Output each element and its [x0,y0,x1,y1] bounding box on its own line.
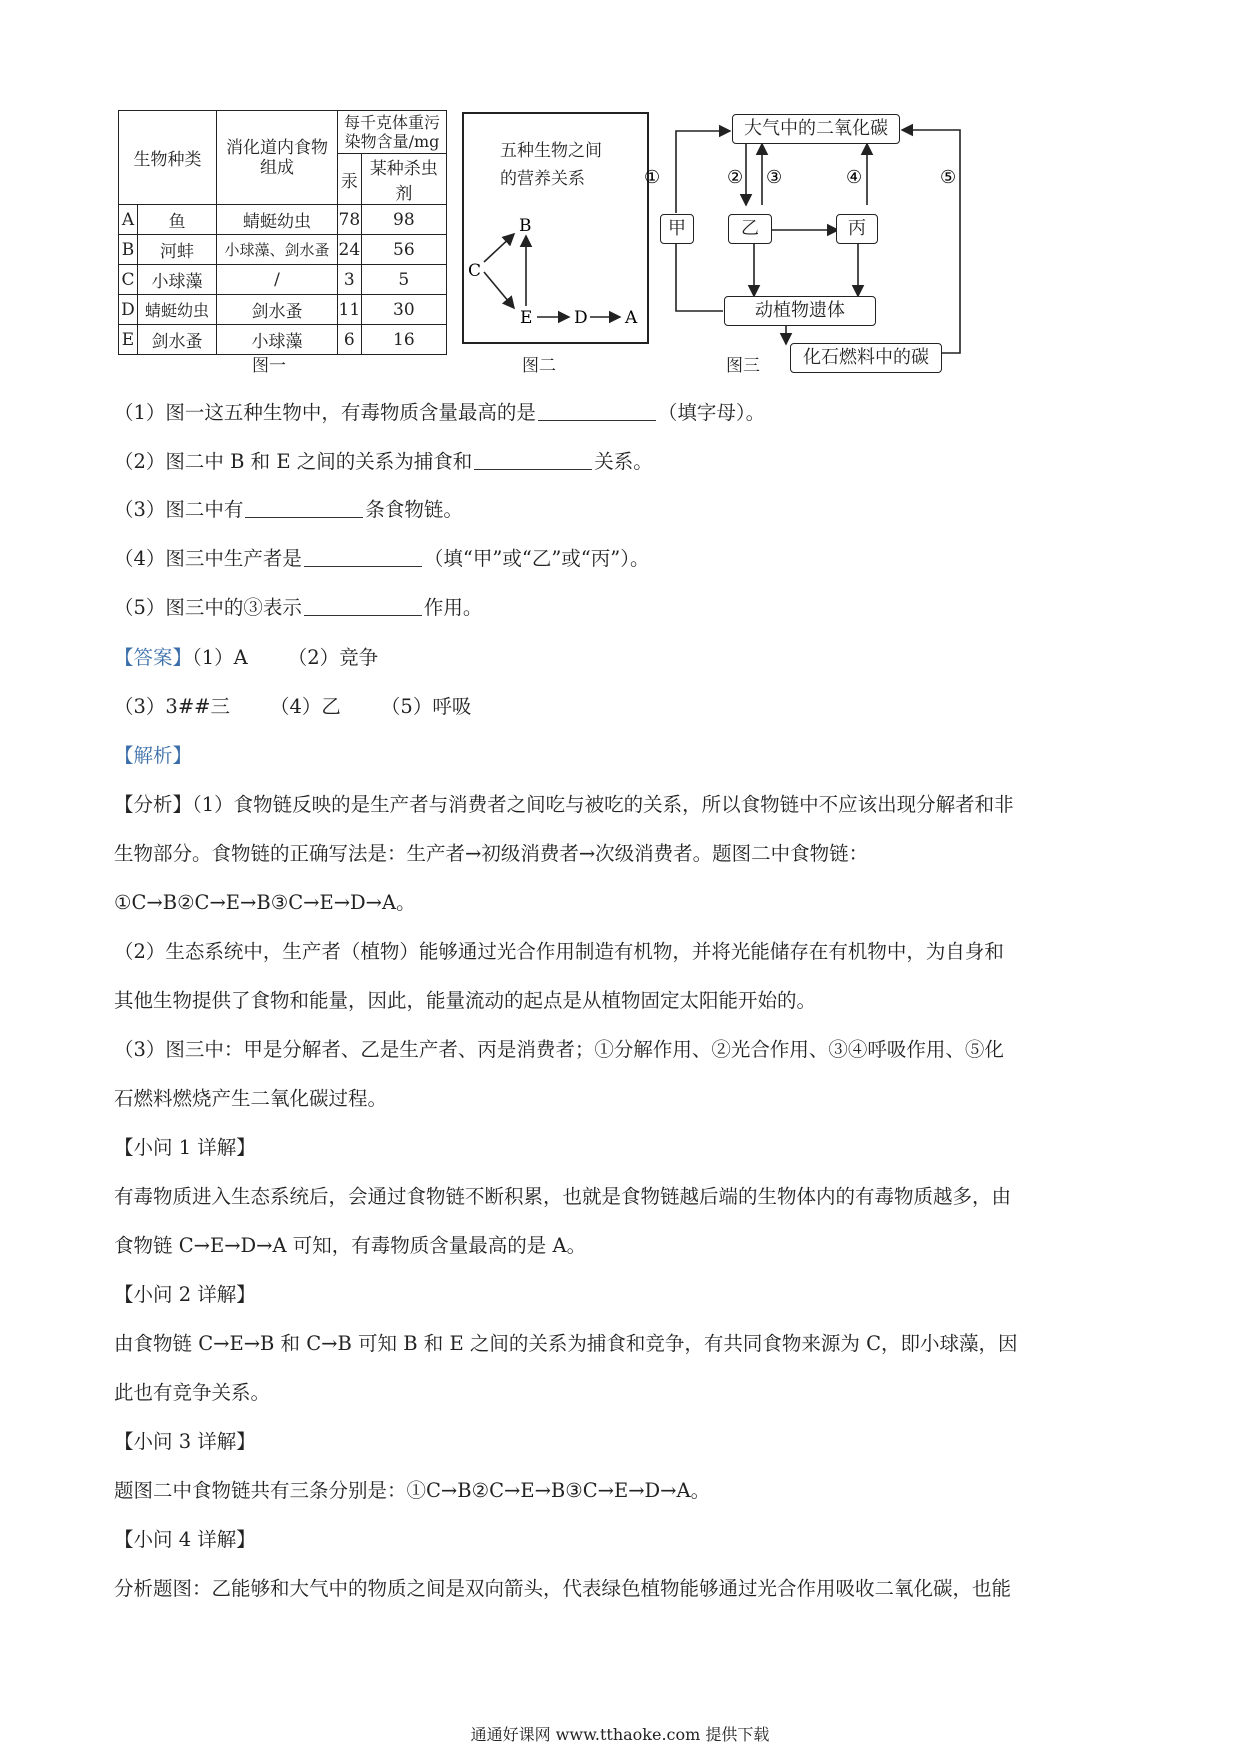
header-pollutant: 每千克体重污染物含量/mg [338,111,447,154]
paragraph-line: 【分析】（1）食物链反映的是生产者与消费者之间吃与被吃的关系，所以食物链中不应该出现分解者和非 [114,793,1014,816]
node-yi: 乙 [728,214,772,244]
figure-2-title-line2: 的营养关系 [500,169,585,189]
table-row: E 剑水蚤 小球藻 6 16 [119,325,447,355]
sub-question-heading: 【小问 4 详解】 [114,1528,256,1551]
node-remains: 动植物遗体 [724,296,876,326]
question-2: （2）图二中 B 和 E 之间的关系为捕食和 关系。 [114,450,653,473]
pollutant-table [118,110,447,355]
node-bing: 丙 [836,214,878,244]
paragraph-line: ①C→B②C→E→B③C→E→D→A。 [114,891,416,914]
answer-blank [474,451,592,470]
header-diet: 消化道内食物组成 [217,111,338,205]
label-3: ③ [766,167,783,188]
sub-question-heading: 【小问 1 详解】 [114,1136,256,1159]
answer-blank [304,548,422,567]
table-row: C 小球藻 / 3 5 [119,265,447,295]
question-3: （3）图二中有 条食物链。 [114,498,463,521]
paragraph-line: 生物部分。食物链的正确写法是：生产者→初级消费者→次级消费者。题图二中食物链： [114,842,869,865]
node-a: A [625,308,638,328]
answer-blank [304,597,422,616]
node-d: D [574,308,588,328]
table-row: A 鱼 蜻蜓幼虫 78 98 [119,205,447,235]
question-5: （5）图三中的③表示 作用。 [114,596,483,619]
answer-blank [538,402,656,421]
paragraph-line: 题图二中食物链共有三条分别是：①C→B②C→E→B③C→E→D→A。 [114,1479,711,1502]
paragraph-line: 石燃料燃烧产生二氧化碳过程。 [114,1087,388,1110]
label-4: ④ [846,167,863,188]
arrow-c-e [484,272,514,308]
answer-tag: 【答案】 [114,646,193,669]
question-1: （1）图一这五种生物中，有毒物质含量最高的是 （填字母）。 [114,401,766,424]
node-b: B [519,216,532,236]
header-pesticide: 某种杀虫剂 [361,154,446,205]
node-c: C [468,261,482,281]
sub-question-heading: 【小问 2 详解】 [114,1283,256,1306]
node-atmosphere-co2: 大气中的二氧化碳 [732,114,900,144]
page-footer: 通通好课网 www.tthaoke.com 提供下载 [470,1725,770,1744]
paragraph-line: 由食物链 C→E→B 和 C→B 可知 B 和 E 之间的关系为捕食和竞争，有共同食物来源为 C，即小球藻，因 [114,1332,1018,1355]
paragraph-line: 食物链 C→E→D→A 可知，有毒物质含量最高的是 A。 [114,1234,587,1257]
paragraph-line: （3）图三中：甲是分解者、乙是生产者、丙是消费者；①分解作用、②光合作用、③④呼吸作用、⑤化 [114,1038,1004,1061]
figure-1-table [118,110,447,355]
arrow-remains-jia [676,244,723,311]
paragraph-line: 有毒物质进入生态系统后，会通过食物链不断积累，也就是食物链越后端的生物体内的有毒物质越多，由 [114,1185,1012,1208]
node-fossil-carbon: 化石燃料中的碳 [790,343,942,373]
answer-blank [245,499,363,518]
figure-1-caption: 图一 [252,356,286,376]
table-row: D 蜻蜓幼虫 剑水蚤 11 30 [119,295,447,325]
arrow-5 [902,130,960,353]
paragraph-line: （2）生态系统中，生产者（植物）能够通过光合作用制造有机物，并将光能储存在有机物中，为自身和 [114,940,1004,963]
figure-3-caption: 图三 [726,356,760,376]
answer-line-2: （3）3##三 （4）乙 （5）呼吸 [114,695,472,718]
header-mercury: 汞 [338,154,362,205]
label-5: ⑤ [940,167,957,188]
label-2: ② [727,167,744,188]
node-jia: 甲 [660,214,694,244]
sub-question-heading: 【小问 3 详解】 [114,1430,256,1453]
table-row: B 河蚌 小球藻、剑水蚤 24 56 [119,235,447,265]
paragraph-line: 分析题图：乙能够和大气中的物质之间是双向箭头，代表绿色植物能够通过光合作用吸收二氧化碳，也能 [114,1577,1012,1600]
food-web-diagram [462,112,649,344]
figure-2-title-line1: 五种生物之间 [500,141,602,161]
paragraph-line: 其他生物提供了食物和能量，因此，能量流动的起点是从植物固定太阳能开始的。 [114,989,817,1012]
arrow-1 [676,131,730,213]
analysis-tag: 【解析】 [114,744,193,767]
arrow-c-b [484,234,514,262]
label-1: ① [644,167,661,188]
node-e: E [520,308,533,328]
figure-2-caption: 图二 [522,356,556,376]
question-4: （4）图三中生产者是 （填“甲”或“乙”或“丙”）。 [114,547,650,570]
header-species: 生物种类 [119,111,217,205]
answer-line-1: 【答案】（1）A （2）竞争 [114,646,379,669]
paragraph-line: 此也有竞争关系。 [114,1381,271,1404]
